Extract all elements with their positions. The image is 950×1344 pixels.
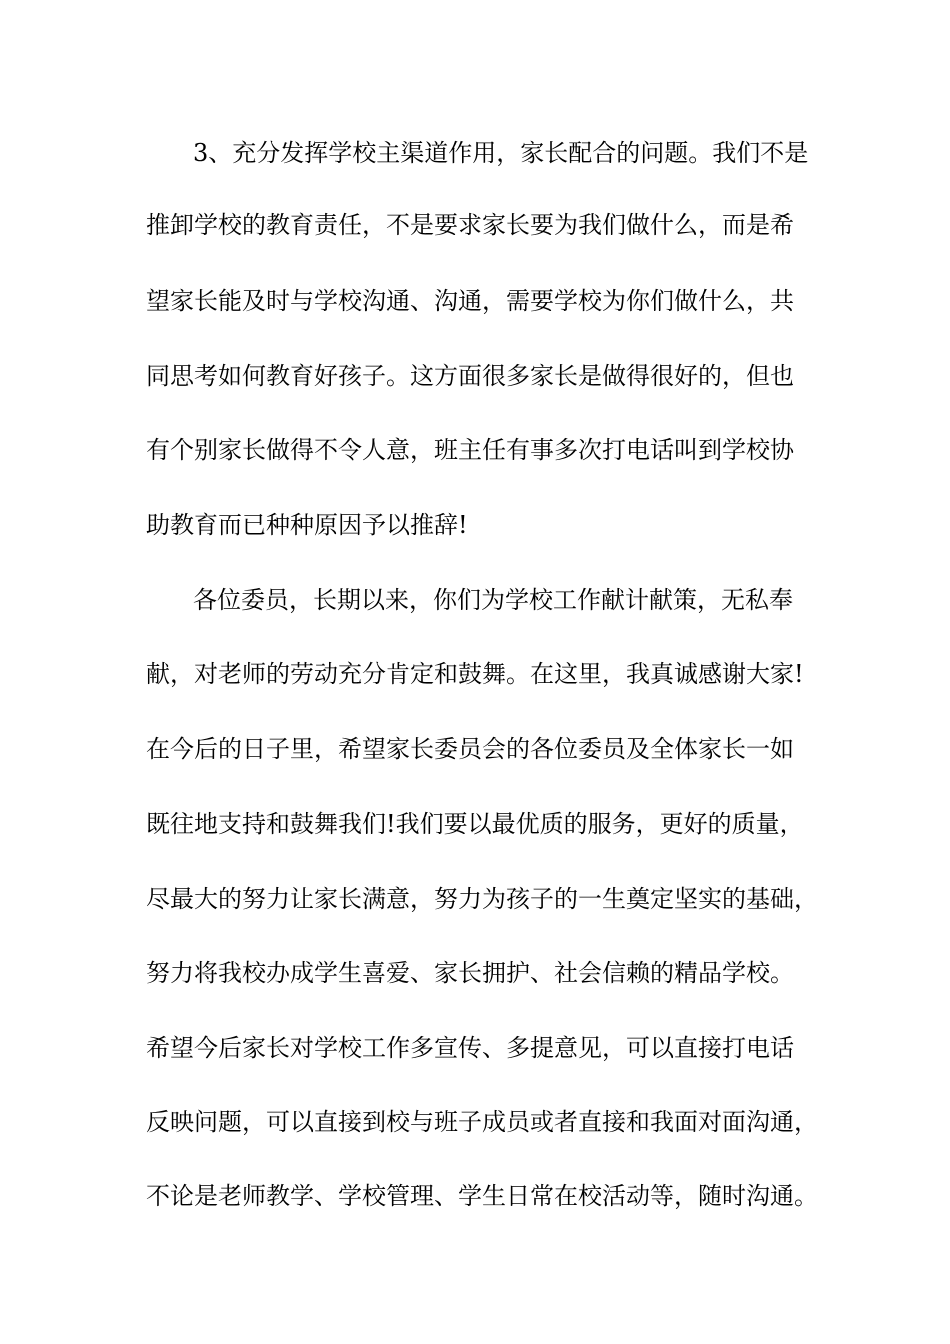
paragraph-2-line-3: 在今后的日子里，希望家长委员会的各位委员及全体家长一如 (146, 735, 794, 763)
paragraph-2-line-4: 既往地支持和鼓舞我们!我们要以最优质的服务，更好的质量， (146, 810, 804, 838)
paragraph-1-line-6: 助教育而已种种原因予以推辞! (146, 511, 468, 539)
paragraph-2-line-1: 各位委员，长期以来，你们为学校工作献计献策，无私奉 (193, 586, 793, 614)
paragraph-2-line-9: 不论是老师教学、学校管理、学生日常在校活动等，随时沟通。 (146, 1182, 818, 1210)
paragraph-2-line-6: 努力将我校办成学生喜爱、家长拥护、社会信赖的精品学校。 (146, 959, 794, 987)
paragraph-1-line-3: 望家长能及时与学校沟通、沟通，需要学校为你们做什么，共 (146, 287, 794, 315)
paragraph-2-line-5: 尽最大的努力让家长满意，努力为孩子的一生奠定坚实的基础， (146, 885, 818, 913)
paragraph-1-line-5: 有个别家长做得不令人意，班主任有事多次打电话叫到学校协 (146, 436, 794, 464)
paragraph-1-line-1: 3、充分发挥学校主渠道作用，家长配合的问题。我们不是 (193, 139, 809, 167)
paragraph-1-line-2: 推卸学校的教育责任，不是要求家长要为我们做什么，而是希 (146, 211, 794, 239)
paragraph-1-line-4: 同思考如何教育好孩子。这方面很多家长是做得很好的，但也 (146, 362, 794, 390)
paragraph-2-line-2: 献，对老师的劳动充分肯定和鼓舞。在这里，我真诚感谢大家! (146, 660, 804, 688)
paragraph-2-line-7: 希望今后家长对学校工作多宣传、多提意见，可以直接打电话 (146, 1034, 794, 1062)
paragraph-2-line-8: 反映问题，可以直接到校与班子成员或者直接和我面对面沟通， (146, 1108, 818, 1136)
